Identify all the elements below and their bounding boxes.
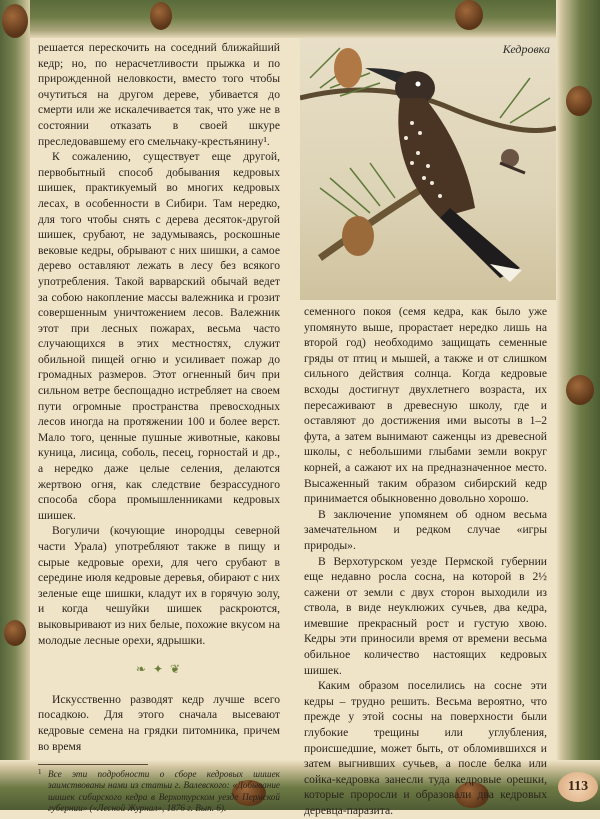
pine-cone-decoration bbox=[150, 2, 172, 30]
pine-cone-decoration bbox=[2, 4, 28, 38]
pine-cone-decoration bbox=[566, 375, 594, 405]
pine-border-right bbox=[556, 0, 600, 810]
section-ornament: ❧ ✦ ❦ bbox=[135, 662, 183, 677]
right-text-column bbox=[304, 304, 547, 819]
paragraph: решается перескочить на соседний ближайший кедр; но, по нерасчетливости прыжка и по прирожденной неловкости, вместо того чтобы очутиться на другом дереве, убивается до смерти или же искалечивается так, что уже не в состоянии отказать в своей шкуре преследовавшему его смельчаку-крестьянину¹. bbox=[38, 41, 280, 148]
paragraph: В заключение упомянем об одном весьма замечательном и редком случае «игры природы». bbox=[304, 507, 547, 552]
footnote-divider bbox=[38, 764, 148, 765]
pine-cone-decoration bbox=[566, 86, 592, 116]
paragraph: Искусственно разводят кедр лучше всего посадкою. Для этого сначала высевают кедровые семена на грядки питомника, причем во время bbox=[38, 692, 280, 753]
pine-border-top bbox=[0, 0, 600, 38]
pine-border-left bbox=[0, 0, 30, 810]
page-number: 113 bbox=[558, 772, 598, 802]
nutcracker-bird-image bbox=[300, 38, 556, 300]
footnote-text: Все эти подробности о сборе кедровых шишек заимствованы нами из статьи г. Валевского: «Добывание шишек сибирского кедра в Верхотурском уезде Пермской губернии» («Лесной Журнал», 1876 г. Вып. 6). bbox=[48, 769, 280, 813]
footnote bbox=[38, 769, 280, 814]
pine-cone-decoration bbox=[4, 620, 26, 646]
paragraph: Вогуличи (кочующие инородцы северной части Урала) употребляют также в пищу и сырые кедровые орехи, для чего срубают в середине июля кедровые деревья, обирают с них зеленые еще шишки, кладут их в горячую золу, и когда чешуйки шишек раскроются, выковыривают из них белые, похожие вкусом на молодые лесные орехи, ядрышки. bbox=[38, 524, 280, 647]
paragraph: В Верхотурском уезде Пермской губернии еще недавно росла сосна, на которой в 2½ сажени от земли с двух сторон выходили из ствола, в виде неуклюжих сучьев, два кедра, имевшие прекрасный рост и густую хвою. Кедры эти приносили время от времени весьма обильное количество настоящих кедровых шишек. bbox=[304, 554, 547, 677]
nutcracker-illustration bbox=[300, 38, 556, 300]
paragraph: К сожалению, существует еще другой, первобытный способ добывания кедровых шишек, практикуемый во многих кедровых лесах, в особенности в Сибири. Там нередко, для того чтобы снять с дерева десяток-другой шишек, срубают, не задумываясь, роскошные вековые кедры, обрывают с них шишки, а самое дерево оставляют лежать в лесу без всякого употребления. Такой варварский обычай ведет за собою накопление массы валежника и грозит совершенным уничтожением лесов. Валежник этот при лесных пожарах, весьма часто случающихся в этих местностях, служит обильной пищей огню и усиливает пожар до громадных размеров. Этот огненный бич при сильном ветре беспощадно истребляет на своем пути огромные пространства превосходных лесов иногда на протяжении 100 и более верст. Мало того, ценные пушные животные, каковы куница, лисица, соболь, песец, горностай и др., а нередко даже целые селения, делаются жертвою огня, как следствие безрассудного способа сбора промышленниками кедровых шишек. bbox=[38, 150, 280, 522]
paragraph: семенного покоя (семя кедра, как было уже упомянуто выше, прорастает нередко лишь на второй год) необходимо защищать семенные гряды от птиц и мышей, а также и от слишком сильного действия солнца. Когда кедровые всходы достигнут двухлетнего возраста, их пересаживают в древесную школу, где и оставляют до достижения ими высоты в 1–2 фута, а затем вынимают саженцы из древесной школы, с небольшими глыбами земли вокруг корней, а сажают их на предназначенное место. Высаженный таким образом сибирский кедр принимается обыкновенно довольно хорошо. bbox=[304, 305, 547, 506]
footnote-mark: 1 bbox=[38, 768, 42, 777]
left-text-column bbox=[38, 40, 280, 814]
paragraph: Каким образом поселились на сосне эти кедры – трудно решить. Весьма вероятно, что прежде у этой сосны на поверхности были глубокие трещины или углубления, происшедшие, может быть, от обломившихся и затем выгнивших сучьев, а после белка или сойка-кедровка занесли туда кедровые орешки, которые проросли и образовали два кедровых деревца-паразита. bbox=[304, 679, 547, 817]
illustration-caption: Кедровка bbox=[502, 42, 550, 56]
pine-cone-decoration bbox=[455, 0, 483, 30]
